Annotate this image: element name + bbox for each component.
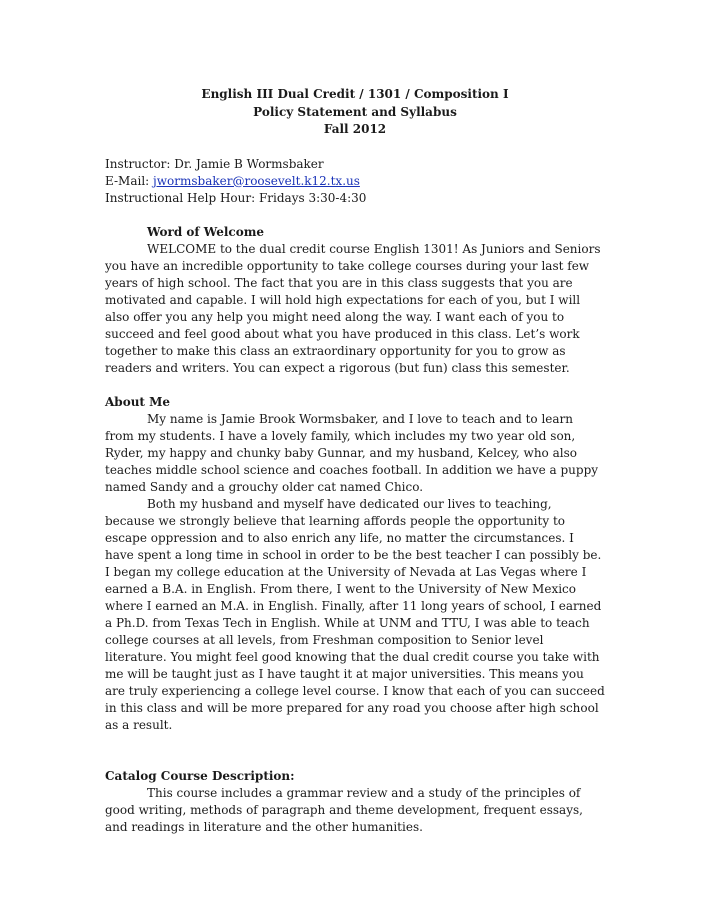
help-hour: Instructional Help Hour: Fridays 3:30-4:30	[105, 190, 367, 205]
email-label: E-Mail:	[105, 173, 154, 188]
welcome-heading: Word of Welcome	[147, 224, 265, 239]
instructor-name: Instructor: Dr. Jamie B Wormsbaker	[105, 156, 324, 171]
about-me-paragraph-1: My name is Jamie Brook Wormsbaker, and I love to teach and to learn from my students. I have a lovely family, which includes my two year old son, Ryder, my happy and chunky baby Gunnar, and my husband, Kelcey, who also teaches middle school science and coaches football. In addition we have a puppy named Sandy and a grouchy older cat named Chico.	[105, 411, 599, 494]
welcome-paragraph: WELCOME to the dual credit course English 1301! As Juniors and Seniors you have an incredible opportunity to take college courses during your last few years of high school. The fact that you are in this class suggests that you are motivated and capable. I will hold high expectations for each of you, but I will also offer you any help you might need along the way. I want each of you to succeed and feel good about what you have produced in this class. Let’s work together to make this class an extraordinary opportunity for you to grow as readers and writers. You can expect a rigorous (but fun) class this semester.	[105, 241, 601, 375]
syllabus-page	[105, 86, 605, 836]
instructor-info	[105, 156, 605, 207]
email-link[interactable]: jwormsbaker@roosevelt.k12.tx.us	[153, 173, 360, 188]
course-title: English III Dual Credit / 1301 / Composition I	[201, 87, 509, 101]
document-subtitle: Policy Statement and Syllabus	[253, 104, 457, 119]
email-line	[105, 173, 605, 190]
about-me-paragraph-2: Both my husband and myself have dedicated our lives to teaching, because we strongly believe that learning affords people the opportunity to escape oppression and to also enrich any life, no matter the circumstances. I have spent a long time in school in order to be the best teacher I can possibly be. I began my college education at the University of Nevada at Las Vegas where I earned a B.A. in English. From there, I went to the University of New Mexico where I earned an M.A. in English. Finally, after 11 long years of school, I earned a Ph.D. from Texas Tech in English. While at UNM and TTU, I was able to teach college courses at all levels, from Freshman composition to Senior level literature. You might feel good knowing that the dual credit course you take with me will be taught just as I have taught it at major universities. This means you are truly experiencing a college level course. I know that each of you can succeed in this class and will be more prepared for any road you choose after high school as a result.	[105, 496, 605, 732]
about-me-heading: About Me	[105, 394, 171, 409]
semester-label: Fall 2012	[323, 122, 387, 136]
catalog-description: This course includes a grammar review and a study of the principles of good writing, methods of paragraph and theme development, frequent essays, and readings in literature and the other humanities.	[105, 785, 583, 834]
catalog-heading: Catalog Course Description:	[105, 768, 295, 783]
document-header	[105, 86, 605, 139]
